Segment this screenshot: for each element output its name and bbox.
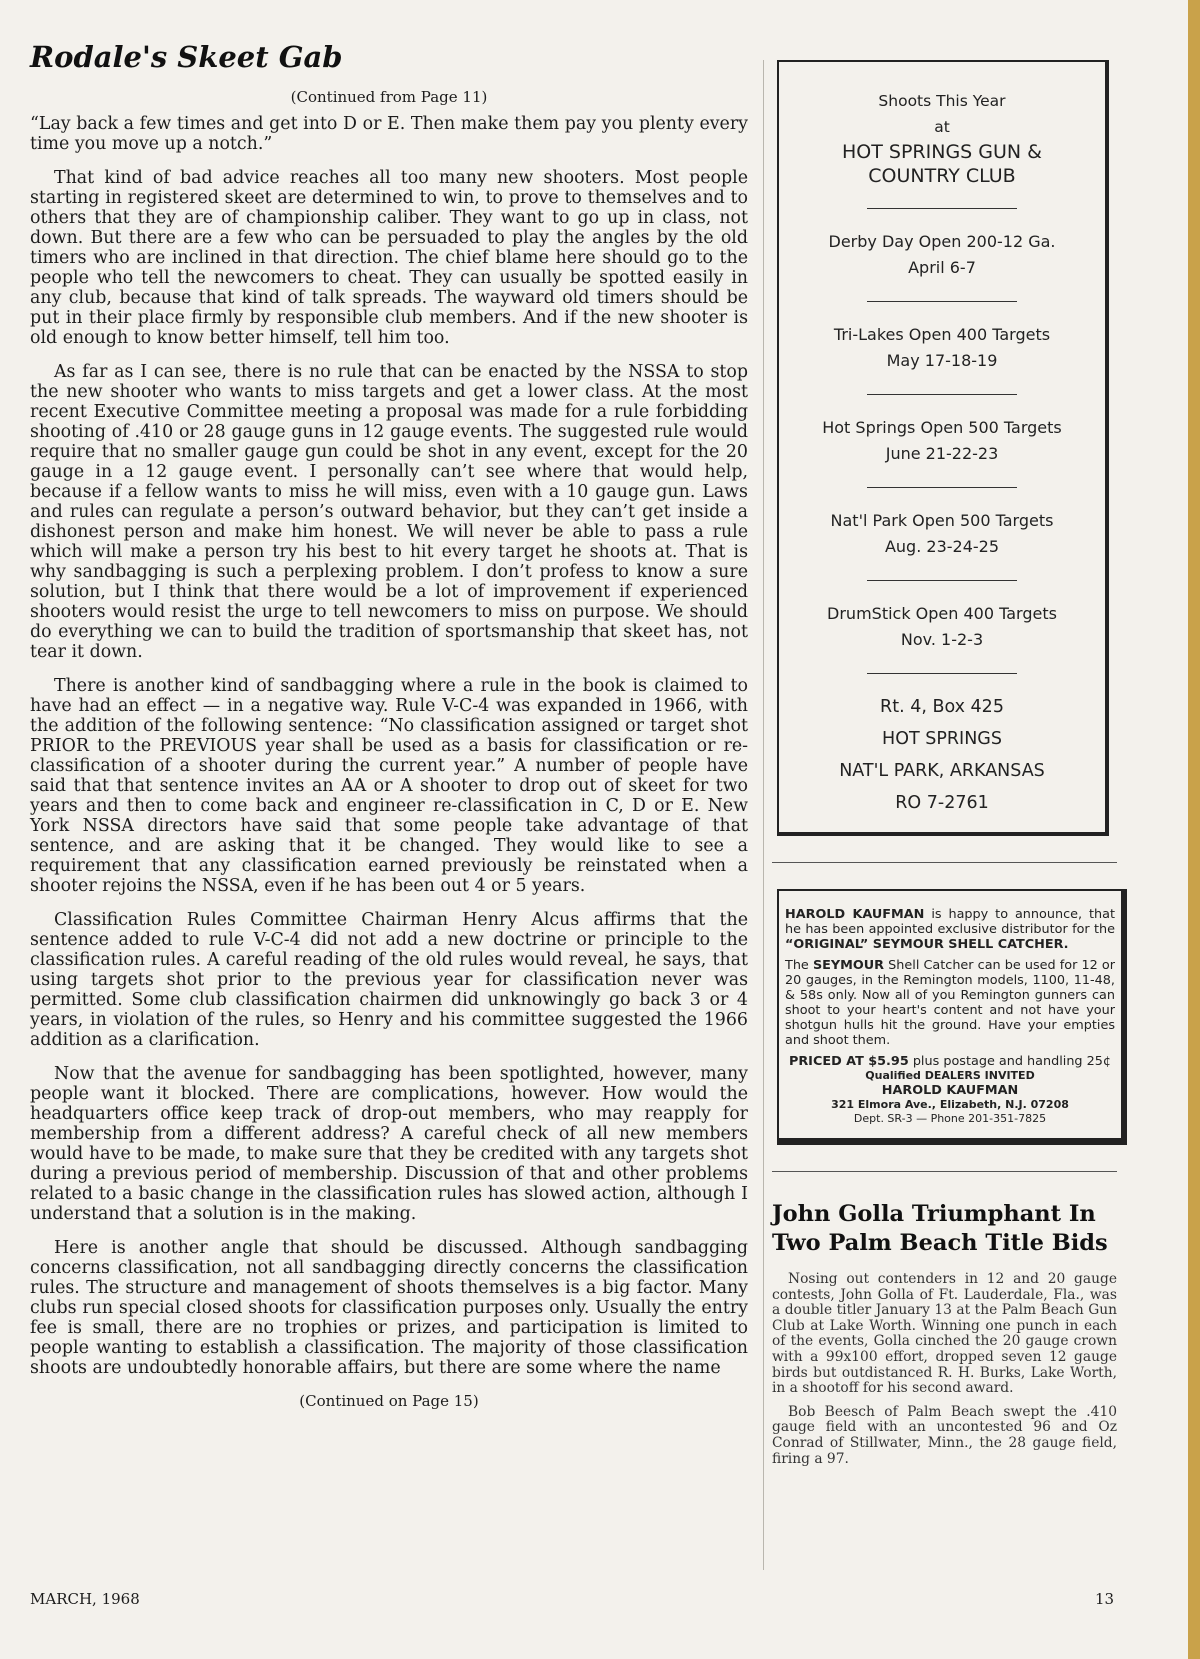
ad-divider bbox=[867, 673, 1017, 674]
sidebar-column bbox=[772, 60, 1117, 1475]
article-body bbox=[30, 114, 748, 1378]
contact-address bbox=[785, 1098, 1115, 1112]
ad-divider bbox=[867, 208, 1017, 209]
event-date: April 6-7 bbox=[908, 258, 976, 277]
contact-phone: Dept. SR-3 — Phone 201-351-7825 bbox=[853, 1112, 1047, 1125]
issue-date: MARCH, 1968 bbox=[30, 1590, 140, 1608]
section-rule bbox=[772, 1171, 1117, 1172]
article-paragraph: Classification Rules Committee Chairman Henry Alcus affirms that the sentence added to rule V-C-4 did not add a new doctrine or principle to the classification rules. A careful reading of the old rules would reveal, he says, that using targets shot prior to the previous year for classification never was permitted. Some club classification chairmen did unknowingly go back 3 or 4 years, in violation of the rules, so Henry and his committee suggested the 1966 addition as a clarification. bbox=[30, 910, 748, 1050]
event-name: DrumStick Open 400 Targets bbox=[827, 604, 1057, 623]
news-paragraph: Bob Beesch of Palm Beach swept the .410 gauge field with an uncontested 96 and Oz Conrad of Stillwater, Minn., the 28 gauge field, firing a 97. bbox=[772, 1403, 1117, 1467]
shell-catcher-ad bbox=[777, 889, 1127, 1145]
article-paragraph: As far as I can see, there is no rule that can be enacted by the NSSA to stop the new shooter who wants to miss targets and get a lower class. At the most recent Executive Committee meeting a proposal was made for a rule forbidding shooting of .410 or 28 gauge guns in 12 gauge events. The suggested rule would require that no smaller gauge gun could be shot in any event, except for the 20 gauge in a 12 gauge event. I personally can’t see where that would help, because if a fellow wants to miss he will miss, even with a 10 gauge gun. Laws and rules can regulate a person’s outward behavior, but they can’t get inside a dishonest person and make him honest. We will never be able to pass a rule which will make a person try his best to hit every target he shoots at. That is why sandbagging is such a perplexing problem. I don’t profess to know a sure solution, but I think that there would be a lot of improvement if experienced shooters would resist the urge to tell newcomers to miss on purpose. We should do everything we can to build the tradition of sportsmanship that skeet has, not tear it down. bbox=[30, 362, 748, 662]
product-name: “ORIGINAL” SEYMOUR SHELL CATCHER. bbox=[785, 937, 1069, 952]
contact-address-text: 321 Elmora Ave., Elizabeth, N.J. 07208 bbox=[831, 1098, 1069, 1111]
column-divider bbox=[763, 60, 764, 1570]
event-date: Nov. 1-2-3 bbox=[900, 630, 984, 649]
advertiser-name: HAROLD KAUFMAN bbox=[785, 907, 925, 922]
club-address-line: NAT'L PARK, ARKANSAS bbox=[839, 761, 1045, 781]
article-paragraph: There is another kind of sandbagging where a rule in the book is claimed to have had an effect — in a negative way. Rule V-C-4 was expanded in 1966, with the addition of the following sentence: “No classification assigned or target shot PRIOR to the PREVIOUS year shall be used as a basis for classification or re-classification of a shooter during the current year.” A number of people have said that that sentence invites an AA or A shooter to drop out of skeet for two years and then to come back and engineer re-classification in C, D or E. New York NSSA directors have said that some people take advantage of that sentence, and are asking that it be changed. They would like to see a requirement that any classification earned previously be reinstated when a shooter rejoins the NSSA, even if he has been out 4 or 5 years. bbox=[30, 676, 748, 896]
price-rest: plus postage and handling 25¢ bbox=[912, 1054, 1112, 1069]
dealers-text: Qualified DEALERS INVITED bbox=[865, 1069, 1035, 1082]
event-name: Tri-Lakes Open 400 Targets bbox=[833, 325, 1051, 344]
ad-body-text: Shell Catcher can be used for 12 or 20 gauges, in the Remington models, 1100, 11-48, & 58s only. Now all of you Remington gunners can shoot to your heart's content and not have your shotgun hulls hit the ground. Have your empties and shoot them. bbox=[785, 958, 1115, 1048]
news-body bbox=[772, 1272, 1117, 1467]
continued-on-note: (Continued on Page 15) bbox=[299, 1392, 479, 1410]
event-name: Nat'l Park Open 500 Targets bbox=[830, 511, 1054, 530]
club-address-line: Rt. 4, Box 425 bbox=[880, 697, 1004, 717]
contact-name bbox=[785, 1083, 1115, 1098]
section-rule bbox=[772, 862, 1117, 863]
news-headline: John Golla Triumphant In Two Palm Beach Title Bids bbox=[772, 1201, 1108, 1256]
news-paragraph: Nosing out contenders in 12 and 20 gauge contests, John Golla of Ft. Lauderdale, Fla., was a double titler January 13 at the Palm Beach Gun Club at Lake Worth. Winning one punch in each of the events, Golla cinched the 20 gauge crown with a 99x100 effort, dropped seven 12 gauge birds but outdistanced R. H. Burks, Lake Worth, in a shootoff for his second award. bbox=[772, 1271, 1117, 1397]
event-date: June 21-22-23 bbox=[885, 444, 999, 463]
ad-brand: SEYMOUR bbox=[812, 958, 885, 973]
article-paragraph: Here is another angle that should be discussed. Although sandbagging concerns classification, not all sandbagging directly concerns the classification rules. The structure and management of shoots themselves is a big factor. Many clubs run special closed shoots for classification purposes only. Usually the entry fee is small, there are no trophies or prizes, and participation is limited to people wanting to establish a classification. The majority of those classification shoots are undoubtedly honorable affairs, but there are some where the name bbox=[30, 1238, 748, 1378]
club-name: COUNTRY CLUB bbox=[868, 165, 1016, 187]
event-date: May 17-18-19 bbox=[886, 351, 998, 370]
ad-lead-line: Shoots This Year bbox=[878, 92, 1006, 110]
article-title: Rodale's Skeet Gab bbox=[30, 40, 343, 74]
page-edge bbox=[1188, 0, 1200, 1659]
ad-divider bbox=[867, 394, 1017, 395]
ad-body bbox=[785, 958, 1115, 1048]
ad-divider bbox=[867, 580, 1017, 581]
ad-intro bbox=[785, 907, 1115, 952]
hot-springs-club-ad bbox=[777, 60, 1109, 836]
ad-body-lead: The bbox=[785, 958, 809, 973]
price-label: PRICED AT $5.95 bbox=[788, 1054, 909, 1069]
ad-price bbox=[785, 1054, 1115, 1069]
contact-name-text: HAROLD KAUFMAN bbox=[881, 1083, 1019, 1098]
event-name: Hot Springs Open 500 Targets bbox=[822, 418, 1062, 437]
ad-intro-text: is happy to announce, that he has been appointed exclusive distributor for the bbox=[785, 907, 1115, 937]
page-number: 13 bbox=[1095, 1590, 1115, 1608]
club-address-line: HOT SPRINGS bbox=[882, 729, 1002, 749]
article-paragraph: Now that the avenue for sandbagging has been spotlighted, however, many people want it blocked. There are complications, however. How would the headquarters office keep track of drop-out members, who may reapply for membership from a different address? A careful check of all new members would have to be made, to make sure that they be credited with any targets shot during a previous period of membership. Discussion of that and other problems related to a basic change in the classification rules has slowed action, although I understand that a solution is in the making. bbox=[30, 1064, 748, 1224]
article-column bbox=[30, 40, 748, 1410]
event-name: Derby Day Open 200-12 Ga. bbox=[828, 232, 1056, 251]
article-paragraph: That kind of bad advice reaches all too many new shooters. Most people starting in registered skeet are determined to win, to prove to themselves and to others that they are of championship caliber. They want to go up in class, not down. But there are a few who can be persuaded to play the angles by the old timers who are inclined in that direction. The chief blame here should go to the people who tell the newcomers to cheat. They can usually be spotted easily in any club, because that kind of talk spreads. The wayward old timers should be put in their place firmly by responsible club members. And if the new shooter is old enough to know better himself, tell him too. bbox=[30, 168, 748, 348]
dealers-note bbox=[785, 1069, 1115, 1083]
event-date: Aug. 23-24-25 bbox=[884, 537, 1000, 556]
article-paragraph: “Lay back a few times and get into D or E. Then make them pay you plenty every time you move up a notch.” bbox=[30, 114, 748, 154]
club-name: HOT SPRINGS GUN & bbox=[842, 141, 1042, 163]
club-phone: RO 7-2761 bbox=[895, 793, 989, 813]
continued-from-note: (Continued from Page 11) bbox=[290, 88, 488, 106]
ad-lead-line: at bbox=[934, 118, 950, 136]
ad-divider bbox=[867, 487, 1017, 488]
ad-divider bbox=[867, 301, 1017, 302]
